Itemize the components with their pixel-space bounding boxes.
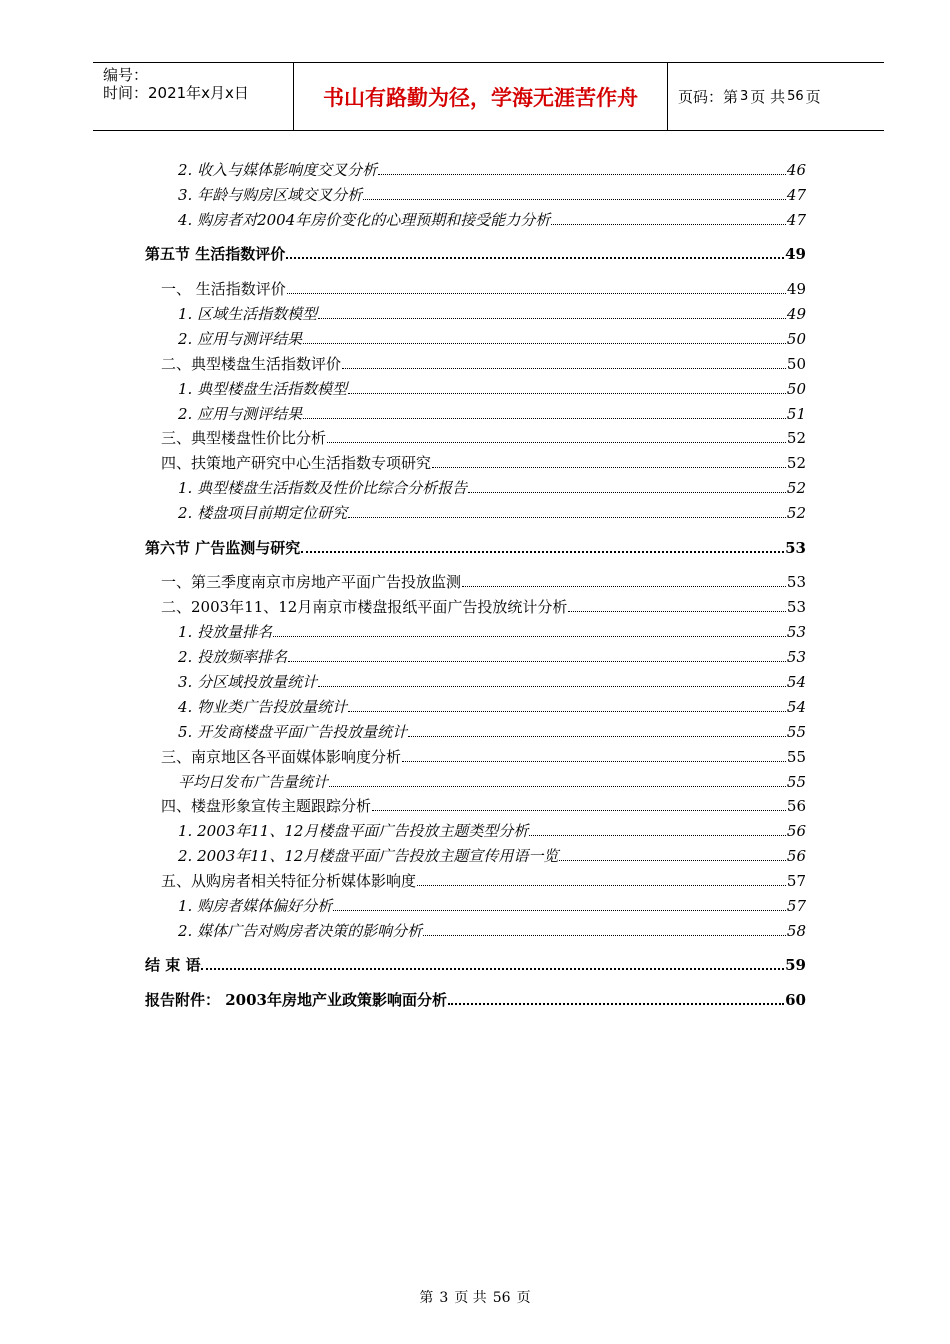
toc-entry-page: 55 [786, 723, 806, 741]
toc-dot-leader [372, 809, 786, 811]
toc-entry-title: 四、楼盘形象宣传主题跟踪分析 [161, 797, 372, 815]
toc-dot-leader [201, 967, 784, 970]
toc-entry-title: 第五节 生活指数评价 [145, 245, 286, 263]
footer-mid: 页 共 [454, 1290, 487, 1306]
toc-entry[interactable] [145, 183, 806, 205]
toc-dot-leader [402, 760, 786, 762]
toc-entry-title: 2. 媒体广告对购房者决策的影响分析 [178, 922, 423, 940]
toc-dot-leader [529, 834, 785, 836]
toc-entry-title: 二、典型楼盘生活指数评价 [161, 355, 342, 373]
toc-entry[interactable] [145, 770, 806, 792]
toc-entry-title: 三、南京地区各平面媒体影响度分析 [161, 748, 402, 766]
toc-entry[interactable] [145, 451, 806, 473]
toc-entry-page: 53 [786, 648, 806, 666]
toc-entry-title: 2. 收入与媒体影响度交叉分析 [178, 161, 378, 179]
toc-dot-leader [273, 635, 786, 637]
toc-entry[interactable] [145, 645, 806, 667]
toc-entry-page: 53 [786, 623, 806, 641]
toc-entry[interactable] [145, 570, 806, 592]
toc-entry[interactable] [145, 620, 806, 642]
toc-entry-page: 49 [786, 280, 806, 298]
toc-entry[interactable] [145, 426, 806, 448]
toc-entry-page: 53 [785, 539, 806, 557]
toc-entry-title: 五、从购房者相关特征分析媒体影响度 [161, 872, 417, 890]
toc-dot-leader [348, 392, 786, 394]
toc-entry-title: 一、 生活指数评价 [161, 280, 286, 298]
toc-entry[interactable] [145, 670, 806, 692]
toc-entry[interactable] [145, 352, 806, 374]
toc-entry-title: 3. 分区域投放量统计 [178, 673, 318, 691]
toc-entry-title: 1. 投放量排名 [178, 623, 273, 641]
toc-entry-title: 1. 购房者媒体偏好分析 [178, 897, 333, 915]
toc-entry-title: 四、扶策地产研究中心生活指数专项研究 [161, 454, 432, 472]
toc-dot-leader [551, 223, 786, 225]
toc-entry[interactable] [145, 595, 806, 617]
toc-entry-page: 55 [786, 773, 806, 791]
toc-entry[interactable] [145, 327, 806, 349]
toc-entry-page: 49 [785, 245, 806, 263]
toc-entry-title: 二、2003年11、12月南京市楼盘报纸平面广告投放统计分析 [161, 598, 568, 616]
toc-dot-leader [568, 610, 786, 612]
toc-dot-leader [287, 292, 786, 294]
toc-entry-page: 60 [785, 991, 806, 1009]
page-footer [0, 1287, 950, 1307]
toc-dot-leader [559, 859, 785, 861]
toc-dot-leader [378, 173, 786, 175]
toc-dot-leader [288, 660, 786, 662]
toc-entry-title: 3. 年龄与购房区域交叉分析 [178, 186, 363, 204]
toc-dot-leader [286, 256, 784, 259]
toc-entry-title: 1. 典型楼盘生活指数及性价比综合分析报告 [178, 479, 468, 497]
toc-entry[interactable] [145, 158, 806, 180]
footer-page-total: 56 [492, 1290, 511, 1306]
toc-dot-leader [417, 884, 786, 886]
toc-dot-leader [468, 491, 786, 493]
toc-entry-title: 4. 购房者对2004年房价变化的心理预期和接受能力分析 [178, 211, 551, 229]
toc-entry[interactable] [145, 302, 806, 324]
toc-entry-title: 1. 2003年11、12月楼盘平面广告投放主题类型分析 [178, 822, 529, 840]
toc-entry-page: 56 [786, 822, 806, 840]
toc-entry[interactable] [145, 501, 806, 523]
header-page-suffix: 页 [805, 88, 821, 106]
toc-entry[interactable] [145, 208, 806, 230]
header-page-prefix: 页码：第 [678, 88, 739, 106]
toc-entry-page: 50 [786, 355, 806, 373]
toc-entry-page: 53 [786, 598, 806, 616]
toc-entry-page: 56 [786, 847, 806, 865]
toc-dot-leader [448, 1002, 784, 1005]
toc-entry[interactable] [145, 919, 806, 941]
toc-entry-title: 5. 开发商楼盘平面广告投放量统计 [178, 723, 408, 741]
toc-entry[interactable] [145, 745, 806, 767]
toc-entry[interactable] [145, 476, 806, 498]
toc-entry[interactable] [145, 988, 806, 1010]
toc-entry-page: 51 [786, 405, 806, 423]
toc-dot-leader [348, 710, 786, 712]
toc-dot-leader [303, 342, 786, 344]
toc-dot-leader [329, 785, 786, 787]
toc-entry-page: 49 [786, 305, 806, 323]
toc-entry[interactable] [145, 953, 806, 975]
toc-entry-page: 54 [786, 698, 806, 716]
header-page-total: 56 [787, 89, 804, 104]
toc-dot-leader [318, 317, 786, 319]
toc-entry-title: 1. 区域生活指数模型 [178, 305, 318, 323]
footer-suffix: 页 [516, 1290, 531, 1306]
toc-dot-leader [301, 550, 784, 553]
toc-entry-page: 52 [786, 429, 806, 447]
toc-entry-page: 54 [786, 673, 806, 691]
header-motto: 书山有路勤为径，学海无涯苦作舟 [294, 63, 668, 130]
toc-entry[interactable] [145, 844, 806, 866]
toc-dot-leader [333, 909, 786, 911]
toc-entry-page: 59 [785, 956, 806, 974]
toc-entry-page: 57 [786, 897, 806, 915]
toc-dot-leader [303, 417, 786, 419]
toc-entry[interactable] [145, 377, 806, 399]
document-time-label: 时间：2021年x月x日 [103, 84, 249, 102]
toc-entry-page: 56 [786, 797, 806, 815]
toc-entry-title: 一、第三季度南京市房地产平面广告投放监测 [161, 573, 462, 591]
toc-entry[interactable] [145, 402, 806, 424]
toc-entry-title: 平均日发布广告量统计 [178, 773, 329, 791]
toc-entry-page: 47 [786, 211, 806, 229]
footer-page-current: 3 [439, 1290, 449, 1306]
toc-entry-page: 58 [786, 922, 806, 940]
toc-entry-page: 57 [786, 872, 806, 890]
toc-entry-page: 46 [786, 161, 806, 179]
toc-entry-title: 2. 楼盘项目前期定位研究 [178, 504, 348, 522]
toc-entry-title: 1. 典型楼盘生活指数模型 [178, 380, 348, 398]
toc-entry-title: 第六节 广告监测与研究 [145, 539, 301, 557]
toc-entry-page: 47 [786, 186, 806, 204]
document-header [93, 62, 884, 131]
toc-dot-leader [363, 198, 786, 200]
toc-entry-title: 4. 物业类广告投放量统计 [178, 698, 348, 716]
toc-entry[interactable] [145, 695, 806, 717]
toc-entry-page: 53 [786, 573, 806, 591]
toc-dot-leader [342, 367, 786, 369]
toc-entry-page: 52 [786, 504, 806, 522]
toc-entry[interactable] [145, 277, 806, 299]
toc-entry[interactable] [145, 242, 806, 264]
toc-dot-leader [432, 466, 786, 468]
toc-entry-page: 50 [786, 330, 806, 348]
toc-entry[interactable] [145, 869, 806, 891]
toc-entry[interactable] [145, 894, 806, 916]
toc-entry[interactable] [145, 720, 806, 742]
toc-entry-title: 2. 应用与测评结果 [178, 330, 303, 348]
toc-entry-page: 52 [786, 454, 806, 472]
toc-entry-title: 2. 2003年11、12月楼盘平面广告投放主题宣传用语一览 [178, 847, 559, 865]
toc-entry-title: 2. 投放频率排名 [178, 648, 288, 666]
toc-dot-leader [423, 934, 786, 936]
footer-prefix: 第 [419, 1290, 434, 1306]
header-page-mid: 页 共 [750, 88, 786, 106]
toc-entry-title: 三、典型楼盘性价比分析 [161, 429, 327, 447]
toc-entry-page: 50 [786, 380, 806, 398]
toc-entry-title: 结 束 语 [145, 956, 201, 974]
header-meta [93, 63, 294, 130]
toc-entry-page: 55 [786, 748, 806, 766]
toc-entry[interactable] [145, 819, 806, 841]
document-number-label: 编号： [103, 66, 149, 84]
header-page-current: 3 [740, 89, 749, 104]
toc-entry-title: 2. 应用与测评结果 [178, 405, 303, 423]
toc-entry[interactable] [145, 536, 806, 558]
toc-dot-leader [318, 685, 786, 687]
toc-entry-page: 52 [786, 479, 806, 497]
toc-dot-leader [462, 585, 786, 587]
toc-dot-leader [348, 516, 786, 518]
toc-entry[interactable] [145, 794, 806, 816]
header-page-info [668, 63, 884, 130]
toc-dot-leader [327, 441, 786, 443]
toc-dot-leader [408, 735, 786, 737]
toc-entry-title: 报告附件： 2003年房地产业政策影响面分析 [145, 991, 447, 1009]
